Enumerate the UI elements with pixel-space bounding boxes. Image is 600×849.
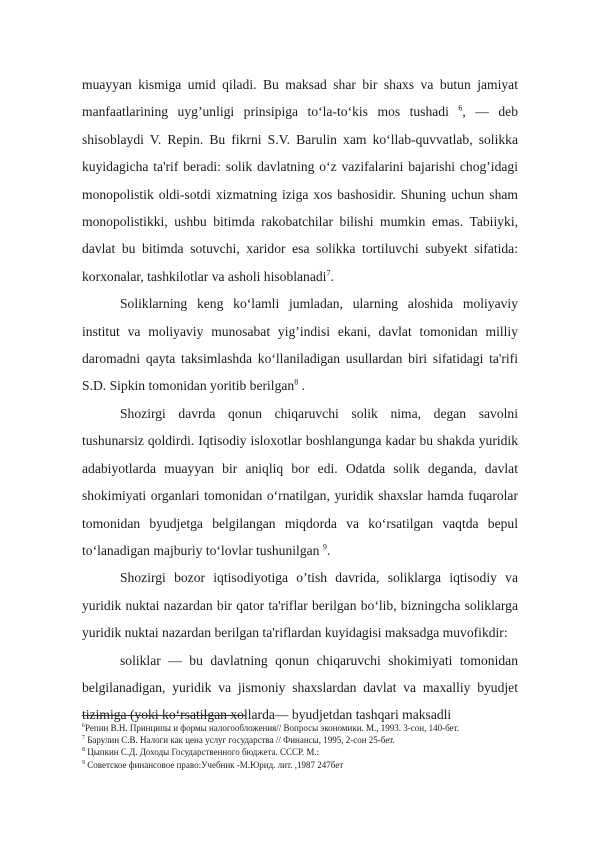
paragraph-text: Soliklarning keng ko‘lamli jumladan, ularning aloshida moliyaviy institut va moliyaviy munosabat yig’indisi ekani, davlat tomonidan milliy daromadni qayta taksimlashda ko‘llaniladigan usullardan biri sifatidagi ta'rifi S.D. Sipkin tomonidan yoritib berilgan (82, 296, 518, 394)
paragraph-text: . (298, 378, 306, 394)
body-text (82, 71, 518, 729)
footnotes (82, 722, 518, 771)
footnote-text: Барулин С.В. Налоги как цена услуг государства // Финансы, 1995, 2-сон 25-бет. (85, 735, 395, 746)
footnote-reference: 7 (326, 268, 331, 278)
paragraph-text: , — deb shisoblaydi V. Repin. Bu fikrni S.V. Barulin xam ko‘llab-quvvatlab, solikka kuyidagicha ta'rif beradi: solik davlatning o‘z vazifalarini bajarishi chog’idagi monopolistik oldi-sotdi xizmatning iziga xos bashosidir. Shuning uchun sham monopolistikki, ushbu bitimda rakobatchilar bilishi mumkin emas. Tabiiyki, davlat bu bitimda sotuvchi, xaridor esa solikka tortiluvchi subyekt sifatida: korxonalar, tashkilotlar va asholi hisoblanadi (82, 104, 518, 284)
footnote-mark: 6 (82, 723, 85, 729)
paragraph (82, 71, 518, 290)
footnote-reference: 8 (294, 377, 299, 387)
paragraph-text: . (330, 268, 334, 284)
paragraph (82, 647, 518, 729)
paragraph-text: Shozirgi bozor iqtisodiyotiga o’tish davrida, soliklarga iqtisodiy va yuridik nuktai nazardan bir qator ta'riflar berilgan bo‘lib, bizningcha soliklarga yuridik nuktai nazardan berilgan ta'riflardan kuyidagisi maksadga muvofikdir: (82, 570, 518, 641)
footnote (82, 734, 518, 746)
footnote-mark: 7 (82, 735, 85, 742)
footnote-separator (82, 715, 246, 716)
paragraph (82, 400, 518, 564)
footnote-reference: 9 (322, 542, 327, 552)
paragraph (82, 290, 518, 400)
footnote (82, 759, 518, 771)
paragraph-text: . (326, 542, 331, 558)
paragraph-text: soliklar — bu davlatning qonun chiqaruvchi shokimiyati tomonidan belgilanadigan, yuridik va jismoniy shaxslardan davlat va maxalliy byudjet tizimiga (yoki ko‘rsatilgan xollarda— byudjetdan tashqari maksadli (82, 652, 518, 723)
paragraph-text: muayyan kismiga umid qiladi. Bu maksad shar bir shaxs va butun jamiyat manfaatlarining uyg’unligi prinsipiga to‘la-to‘kis mos tushadi (82, 77, 518, 120)
footnote (82, 746, 518, 758)
paragraph-text: Shozirgi davrda qonun chiqaruvchi solik nima, degan savolni tushunarsiz qoldirdi. Iqtisodiy isloxotlar boshlangunga kadar bu shakda yuridik adabiyotlarda muayyan bir aniqliq bor edi. Odatda solik deganda, davlat shokimiyati organlari tomonidan o‘rnatilgan, yuridik shaxslar hamda fuqarolar tomonidan byudjetga belgilangan miqdorda va ko‘rsatilgan vaqtda bepul to‘lanadigan majburiy to‘lovlar tushunilgan (82, 405, 518, 558)
footnote-text: Советское финансовое право:Учебник -М.Юрид. лит. ,1987 247бет (85, 759, 344, 770)
footnote-text: Цыпкин С.Д. Доходы Государственного бюджета. СССР. М.: (85, 747, 320, 758)
footnote-mark: 8 (82, 747, 85, 754)
footnote (82, 722, 518, 734)
footnote-text: Репин В.Н. Принципы и формы налогообложения// Вопросы экономики. М., 1993. 3-сон, 140-бет. (85, 723, 460, 733)
footnote-reference: 6 (458, 103, 463, 113)
footnote-mark: 9 (82, 759, 85, 766)
paragraph (82, 564, 518, 646)
